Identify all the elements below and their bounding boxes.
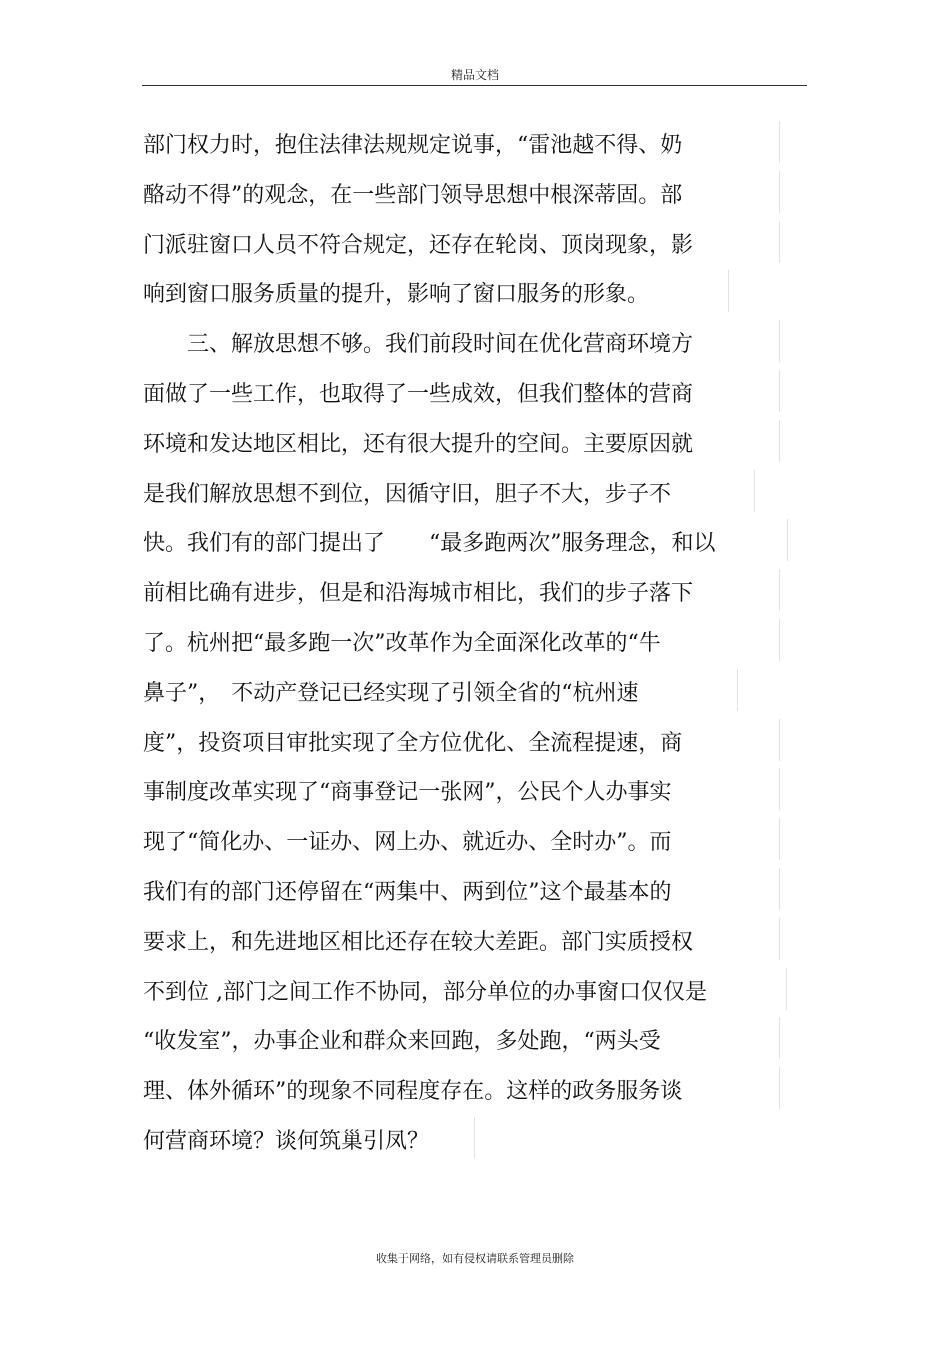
text-line bbox=[143, 719, 803, 769]
text-line-content: 部门权力时，抱住法律法规规定说事，“雷池越不得、奶 bbox=[143, 133, 683, 158]
document-body bbox=[143, 121, 803, 1167]
text-line-content: 前相比确有进步，但是和沿海城市相比，我们的步子落下 bbox=[143, 581, 694, 607]
text-line-content: 环境和发达地区相比，还有很大提升的空间。主要原因就 bbox=[143, 431, 694, 457]
text-line-content: 是我们解放思想不到位，因循守旧，胆子不大，步子不 bbox=[143, 481, 672, 507]
text-line bbox=[143, 918, 803, 968]
text-line-content: 了。杭州把“最多跑一次”改革作为全面深化改革的“牛 bbox=[143, 630, 661, 656]
text-line bbox=[143, 221, 803, 271]
text-line bbox=[143, 768, 803, 818]
text-line bbox=[143, 669, 803, 719]
text-line bbox=[143, 818, 803, 868]
text-line bbox=[143, 569, 803, 619]
text-line bbox=[143, 320, 803, 370]
text-line-content: 现了“简化办、一证办、网上办、就近办、全时办”。而 bbox=[143, 830, 672, 856]
text-line bbox=[143, 619, 803, 669]
text-line bbox=[143, 171, 803, 221]
text-line-content: 门派驻窗口人员不符合规定，还存在轮岗、顶岗现象，影 bbox=[143, 232, 694, 258]
text-line bbox=[143, 1017, 803, 1067]
text-line-content: 理、体外循环”的现象不同程度存在。这样的政务服务谈 bbox=[143, 1079, 683, 1105]
text-line-content: 快。我们有的部门提出了 “最多跑两次”服务理念，和以 bbox=[143, 531, 716, 557]
text-line bbox=[143, 420, 803, 470]
text-line-content: 不到位 ,部门之间工作不协同，部分单位的办事窗口仅仅是 bbox=[143, 979, 707, 1005]
text-line-content: 面做了一些工作，也取得了一些成效，但我们整体的营商 bbox=[143, 381, 694, 407]
text-line bbox=[143, 370, 803, 420]
text-line-content: 度”，投资项目审批实现了全方位优化、全流程提速，商 bbox=[143, 730, 683, 756]
text-line bbox=[143, 121, 803, 171]
text-line-content: 酪动不得”的观念，在一些部门领导思想中根深蒂固。部 bbox=[143, 182, 683, 208]
text-line-content: 我们有的部门还停留在“两集中、两到位”这个最基本的 bbox=[143, 879, 672, 905]
text-line bbox=[143, 968, 803, 1018]
text-line bbox=[143, 1117, 803, 1167]
text-line-content: “收发室”，办事企业和群众来回跑，多处跑，“两头受 bbox=[143, 1029, 661, 1055]
text-line-content: 鼻子”， 不动产登记已经实现了引领全省的“杭州速 bbox=[143, 680, 639, 706]
text-line bbox=[143, 519, 803, 569]
text-line bbox=[143, 1067, 803, 1117]
text-line bbox=[143, 470, 803, 520]
page-header-title: 精品文档 bbox=[450, 68, 499, 82]
page-footer-note: 收集于网络，如有侵权请联系管理员删除 bbox=[376, 1252, 574, 1265]
text-line bbox=[143, 270, 803, 320]
text-line-content: 三、解放思想不够。我们前段时间在优化营商环境方 bbox=[143, 332, 694, 358]
text-line-content: 响到窗口服务质量的提升，影响了窗口服务的形象。 bbox=[143, 282, 650, 308]
text-line-content: 要求上，和先进地区相比还存在较大差距。部门实质授权 bbox=[143, 929, 694, 955]
text-line-content: 事制度改革实现了“商事登记一张网”，公民个人办事实 bbox=[143, 780, 672, 806]
text-line bbox=[143, 868, 803, 918]
header-divider bbox=[142, 85, 807, 86]
text-line-content: 何营商环境？谈何筑巢引凤？ bbox=[143, 1128, 430, 1154]
